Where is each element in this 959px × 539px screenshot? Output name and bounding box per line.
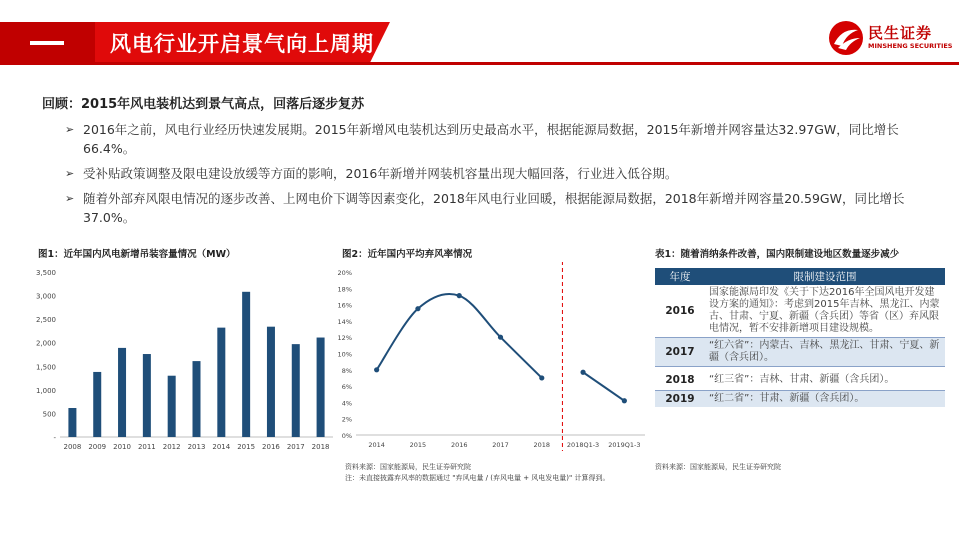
- header-dash: [30, 41, 64, 45]
- x-tick-label: 2017: [492, 441, 509, 449]
- bullet-item: ➢ 受补贴政策调整及限电建设放缓等方面的影响，2016年新增并网装机容量出现大幅回落，行业进入低谷期。: [67, 164, 937, 183]
- bar: [317, 338, 325, 437]
- table1-source: 资料来源：国家能源局，民生证券研究院: [655, 463, 781, 471]
- page-title: 风电行业开启景气向上周期: [110, 32, 374, 56]
- bar: [193, 361, 201, 437]
- x-tick-label: 2009: [88, 443, 107, 451]
- page-header: [0, 0, 959, 70]
- bar: [68, 408, 76, 437]
- bar: [118, 348, 126, 437]
- y-tick-label: 10%: [337, 350, 352, 359]
- x-tick-label: 2016: [262, 443, 280, 451]
- table-row: [655, 367, 945, 391]
- series-line-1: [583, 372, 624, 401]
- data-point: [622, 398, 627, 403]
- table1-title: 表1：随着消纳条件改善，国内限制建设地区数量逐步减少: [655, 249, 900, 260]
- bar: [93, 372, 101, 437]
- series-line-0: [377, 294, 542, 378]
- logo-cn-text: 民生证券: [868, 24, 933, 42]
- y-tick-label: 0%: [341, 432, 352, 440]
- table-cell-year: 2019: [655, 391, 705, 408]
- logo-mark-icon: [828, 20, 864, 56]
- y-tick-label: 4%: [341, 399, 352, 408]
- table-cell-year: 2016: [655, 285, 705, 338]
- bar: [292, 344, 300, 437]
- data-point: [457, 293, 462, 298]
- x-tick-label: 2013: [187, 443, 206, 451]
- y-tick-label: -: [53, 434, 56, 442]
- x-tick-label: 2015: [409, 441, 427, 449]
- y-tick-label: 12%: [337, 334, 352, 343]
- x-tick-label: 2012: [162, 443, 181, 451]
- y-tick-label: 18%: [337, 285, 352, 294]
- y-tick-label: 8%: [341, 366, 352, 375]
- y-tick-label: 2%: [341, 415, 352, 424]
- x-tick-label: 2018: [533, 441, 551, 449]
- x-tick-label: 2008: [63, 443, 82, 451]
- table-header-year: 年度: [655, 268, 705, 285]
- y-tick-label: 2,500: [35, 316, 56, 325]
- figure2-note-text: 注：未直接披露弃风率的数据通过 "弃风电量 / (弃风电量 + 风电发电量)" 计算得到。: [345, 474, 610, 482]
- bar: [267, 327, 275, 437]
- y-tick-label: 2,000: [35, 339, 56, 348]
- x-tick-label: 2015: [237, 443, 256, 451]
- y-tick-label: 500: [42, 410, 56, 419]
- y-tick-label: 1,500: [35, 363, 56, 372]
- x-tick-label: 2018Q1-3: [566, 441, 600, 449]
- y-tick-label: 3,000: [35, 292, 56, 301]
- x-tick-label: 2014: [212, 443, 231, 451]
- table-header-row: [655, 268, 945, 285]
- bar: [242, 292, 250, 437]
- y-tick-label: 1,000: [35, 386, 56, 395]
- table-cell-year: 2018: [655, 367, 705, 391]
- x-tick-label: 2010: [113, 443, 131, 451]
- table-cell-text: “红二省”：甘肃、新疆（含兵团）。: [705, 391, 945, 408]
- figure2-source: [345, 462, 665, 484]
- figure2-title: 图2：近年国内平均弃风率情况: [342, 249, 473, 260]
- bar: [143, 354, 151, 437]
- bar: [168, 376, 176, 437]
- bullet-item: ➢ 随着外部弃风限电情况的逐步改善、上网电价下调等因素变化，2018年风电行业回暖，根据能源局数据，2018年新增并网容量20.59GW，同比增长37.0%。: [67, 189, 937, 227]
- data-point: [415, 306, 420, 311]
- table-row: [655, 391, 945, 408]
- y-tick-label: 6%: [341, 383, 352, 392]
- x-tick-label: 2016: [450, 441, 468, 449]
- x-tick-label: 2011: [137, 443, 156, 451]
- data-point: [498, 335, 503, 340]
- table-cell-year: 2017: [655, 338, 705, 367]
- bullet-item: ➢ 2016年之前，风电行业经历快速发展期。2015年新增风电装机达到历史最高水平，根据能源局数据，2015年新增并网容量达32.97GW，同比增长66.4%。: [67, 120, 937, 158]
- section-title: 回顾：2015年风电装机达到景气高点，回落后逐步复苏: [42, 97, 365, 112]
- y-tick-label: 16%: [337, 301, 352, 310]
- data-point: [580, 370, 585, 375]
- x-tick-label: 2018: [311, 443, 330, 451]
- table-cell-text: “红三省”：吉林、甘肃、新疆（含兵团）。: [705, 367, 945, 391]
- bar: [217, 328, 225, 437]
- data-point: [539, 375, 544, 380]
- table-cell-text: “红六省”：内蒙古、吉林、黑龙江、甘肃、宁夏、新疆（含兵团）。: [705, 338, 945, 367]
- figure2-line-chart: [330, 262, 650, 457]
- table-row: [655, 285, 945, 338]
- company-logo: [828, 20, 958, 60]
- x-tick-label: 2019Q1-3: [608, 441, 641, 449]
- header-divider: [0, 62, 959, 65]
- y-tick-label: 14%: [337, 317, 352, 326]
- restriction-table: [655, 268, 945, 407]
- logo-en-text: MINSHENG SECURITIES: [868, 42, 953, 50]
- y-tick-label: 3,500: [35, 269, 56, 277]
- figure1-bar-chart: [28, 262, 338, 457]
- bullet-list: [67, 120, 937, 233]
- figure1-title: 图1：近年国内风电新增吊装容量情况（MW）: [38, 249, 236, 260]
- table-cell-text: 国家能源局印发《关于下达2016年全国风电开发建设方案的通知》：考虑到2015年吉林、黑龙江、内蒙古、甘肃、宁夏、新疆（含兵团）等省（区）弃风限电情况，暂不安排新增项目建设规模。: [705, 285, 945, 338]
- x-tick-label: 2017: [286, 443, 305, 451]
- figure2-source-text: 资料来源：国家能源局，民生证券研究院: [345, 463, 471, 471]
- table-header-scope: 限制建设范围: [705, 268, 945, 285]
- data-point: [374, 367, 379, 372]
- y-tick-label: 20%: [337, 269, 352, 277]
- table-row: [655, 338, 945, 367]
- x-tick-label: 2014: [368, 441, 385, 449]
